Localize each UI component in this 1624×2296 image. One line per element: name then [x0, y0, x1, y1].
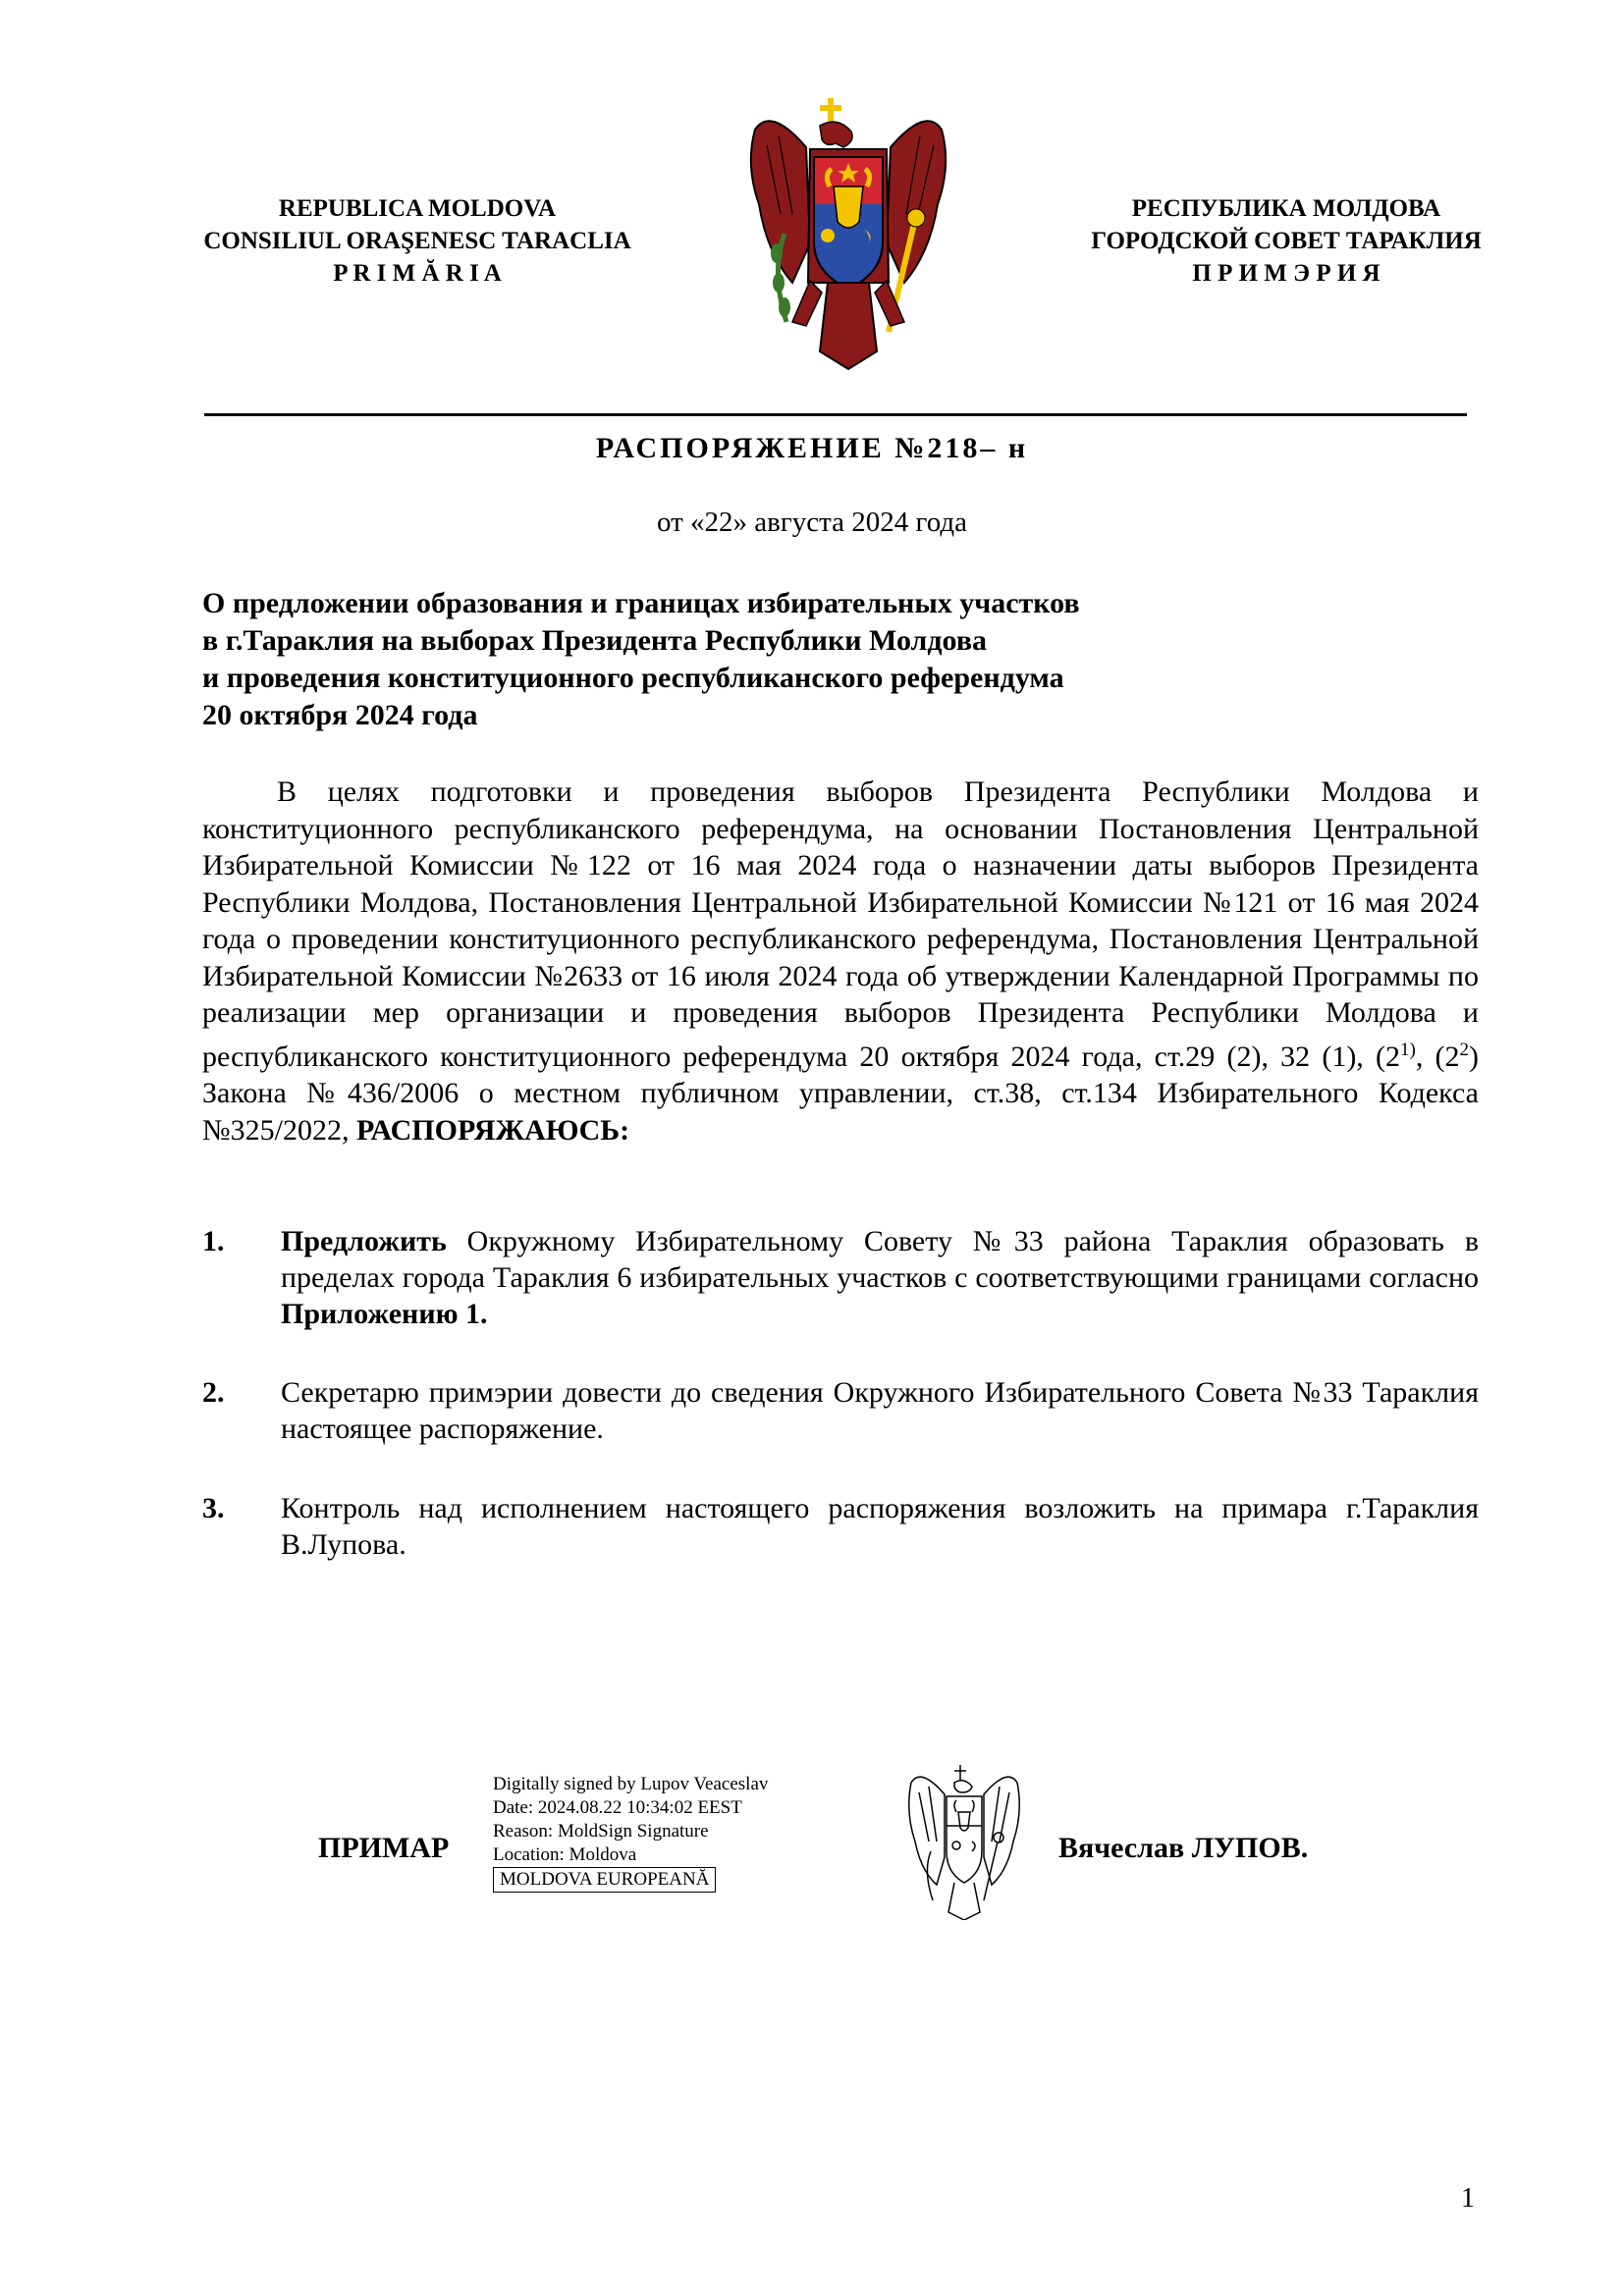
list-item: [202, 1223, 1479, 1332]
seal-icon: [905, 1763, 1023, 1920]
header-left: [167, 192, 668, 290]
subject-line: и проведения конституционного республиканского референдума: [202, 662, 1064, 694]
item-number: 3.: [202, 1492, 225, 1524]
superscript-1: 1): [1399, 1039, 1416, 1060]
item-bold-start: Предложить: [281, 1225, 447, 1257]
page-number: 1: [1461, 2183, 1475, 2214]
preamble-text: , (2: [1415, 1040, 1460, 1073]
signature-position: ПРИМАР: [318, 1832, 450, 1864]
signature-location: Location: Moldova: [493, 1844, 637, 1865]
preamble-text: В целях подготовки и проведения выборов Президента Республики Молдова и конституционного республиканского референдума, на основании Постановления Центральной Избирательной Комиссии №122 от 16 мая 2024 года о назначении даты выборов Президента Республики Молдова, Постановления Центральной Избирательной Комиссии №121 от 16 мая 2024 года о проведении конституционного республиканского референдума, Постановления Центральной Избирательной Комиссии №2633 от 16 июля 2024 года об утверждении Календарной Программы по реализации мер организации и проведения выборов Президента Республики Молдова и республиканского конституционного референдума 20 октября 2024 года, ст.29 (2), 32 (1), (2: [202, 775, 1479, 1073]
item-text: Секретарю примэрии довести до сведения Окружного Избирательного Совета №33 Тараклия настоящее распоряжение.: [281, 1376, 1479, 1445]
item-bold-end: Приложению 1.: [281, 1298, 488, 1330]
subject-line: О предложении образования и границах избирательных участков: [202, 587, 1080, 619]
item-number: 1.: [202, 1225, 225, 1257]
header-right-council: ГОРОДСКОЙ СОВЕТ ТАРАКЛИЯ: [1091, 228, 1482, 254]
header-right-country: РЕСПУБЛИКА МОЛДОВА: [1131, 195, 1441, 222]
item-text: [281, 1223, 1479, 1332]
preamble-paragraph: [202, 774, 1479, 1148]
document-date: от «22» августа 2024 года: [657, 507, 967, 538]
digital-signature-info: [493, 1773, 768, 1893]
preamble-text: ) Закона №436/2006 о местном публичном управлении, ст.38, ст.134 Избирательного Кодекса №325/2022,: [202, 1040, 1479, 1147]
list-item: [202, 1490, 1479, 1563]
list-item: [202, 1374, 1479, 1447]
signature-date: Date: 2024.08.22 10:34:02 EEST: [493, 1797, 742, 1818]
document-title: РАСПОРЯЖЕНИЕ №218– н: [595, 432, 1029, 464]
signature-signed-by: Digitally signed by Lupov Veaceslav: [493, 1774, 769, 1794]
header-divider: [204, 413, 1467, 416]
signature-reason: Reason: MoldSign Signature: [493, 1821, 709, 1842]
signature-badge: MOLDOVA EUROPEANĂ: [493, 1867, 716, 1893]
signer-name: Вячеслав ЛУПОВ.: [1058, 1832, 1309, 1864]
header-left-office: P R I M Ă R I A: [333, 260, 502, 287]
header-right: [1036, 192, 1537, 290]
subject-line: 20 октября 2024 года: [202, 699, 478, 731]
header-left-country: REPUBLICA MOLDOVA: [278, 195, 557, 222]
superscript-2: 2: [1459, 1039, 1469, 1060]
header-left-council: CONSILIUL ORAŞENESC TARACLIA: [203, 228, 631, 254]
item-body: Окружному Избирательному Совету №33 района Тараклия образовать в пределах города Тараклия 6 избирательных участков с соответствующими границами согласно: [281, 1225, 1479, 1294]
item-text: Контроль над исполнением настоящего распоряжения возложить на примара г.Тараклия В.Лупова.: [281, 1492, 1479, 1561]
coat-of-arms-icon: [741, 96, 955, 371]
header-right-office: П Р И М Э Р И Я: [1192, 260, 1380, 287]
item-number: 2.: [202, 1376, 225, 1409]
document-subject: [202, 585, 1080, 734]
subject-line: в г.Тараклия на выборах Президента Республики Молдова: [202, 624, 988, 657]
decree-word: РАСПОРЯЖАЮСЬ:: [355, 1113, 630, 1147]
